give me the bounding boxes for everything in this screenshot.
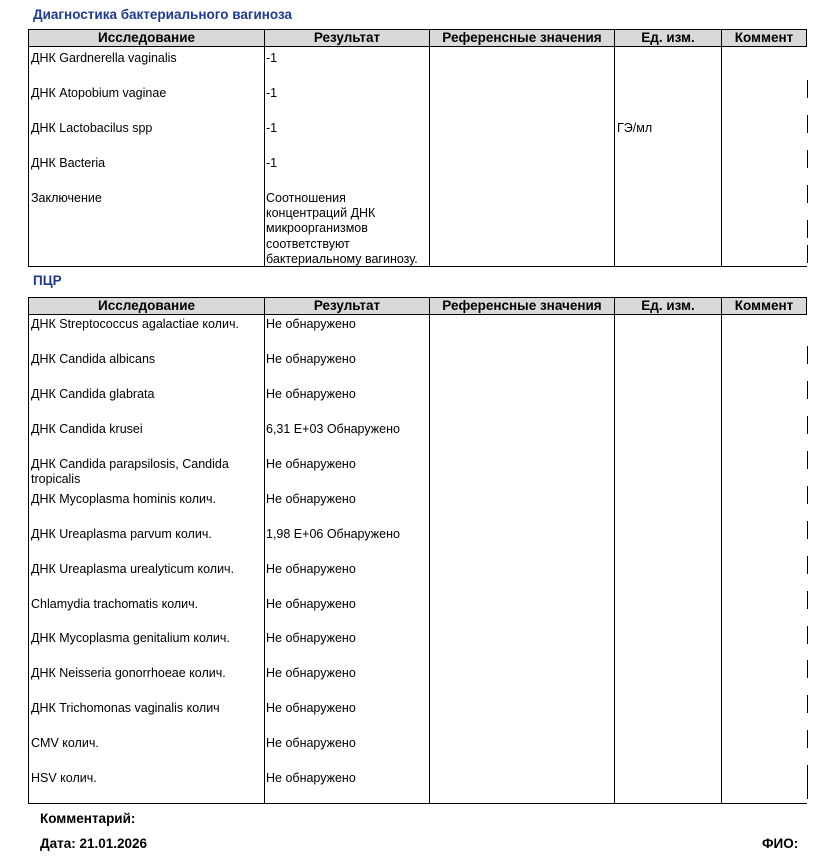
bv-table-body [28,47,807,267]
test-result: Соотношения концентраций ДНК микроорганизмов соответствуют бактериальному вагинозу. [266,191,418,266]
test-result: Не обнаружено [266,387,356,401]
test-result: Не обнаружено [266,666,356,680]
test-name: ДНК Ureaplasma urealyticum колич. [31,562,235,576]
test-unit: ГЭ/мл [617,121,653,135]
test-result: Не обнаружено [266,317,356,331]
test-name: ДНК Trichomonas vaginalis колич [31,701,220,715]
test-name: ДНК Streptococcus agalactiae колич. [31,317,239,331]
test-name: ДНК Mycoplasma genitalium колич. [31,631,230,645]
test-name: ДНК Candida parapsilosis, Candida tropicalis [31,457,229,486]
test-result: -1 [266,156,278,170]
col-header-comment: Коммент [734,30,794,45]
test-result: Не обнаружено [266,492,356,506]
test-result: Не обнаружено [266,352,356,366]
pcr-table-header [28,297,807,315]
pcr-table-body [28,315,807,804]
section-title-pcr: ПЦР [33,273,62,288]
pcr-table [28,297,807,804]
test-result: Не обнаружено [266,736,356,750]
test-name: ДНК Neisseria gonorrhoeae колич. [31,666,226,680]
test-result: Не обнаружено [266,562,356,576]
test-name: ДНК Bacteria [31,156,106,170]
test-result: -1 [266,51,278,65]
test-name: ДНК Mycoplasma hominis колич. [31,492,216,506]
col-header-unit: Ед. изм. [615,298,722,314]
test-name: ДНК Candida krusei [31,422,143,436]
col-header-test: Исследование [29,30,265,46]
test-result: 1,98 E+06 Обнаружено [266,527,400,541]
date-label: Дата: 21.01.2026 [40,836,148,851]
bv-table [28,29,807,267]
test-result: 6,31 E+03 Обнаружено [266,422,400,436]
test-name: Заключение [31,191,102,205]
test-name: ДНК Ureaplasma parvum колич. [31,527,212,541]
col-header-reference: Референсные значения [430,298,615,314]
test-name: ДНК Candida albicans [31,352,156,366]
test-result: Не обнаружено [266,771,356,785]
test-name: ДНК Lactobacilus spp [31,121,153,135]
fio-label: ФИО: [762,836,799,851]
test-name: ДНК Atopobium vaginae [31,86,167,100]
test-result: Не обнаружено [266,597,356,611]
test-result: Не обнаружено [266,701,356,715]
section-title-bv: Диагностика бактериального вагиноза [33,7,293,22]
bv-table-header [28,29,807,47]
test-name: CMV колич. [31,736,99,750]
test-result: -1 [266,121,278,135]
test-name: ДНК Candida glabrata [31,387,155,401]
test-result: -1 [266,86,278,100]
test-name: ДНК Gardnerella vaginalis [31,51,177,65]
test-result: Не обнаружено [266,457,356,471]
test-name: Chlamydia trachomatis колич. [31,597,199,611]
comment-label: Комментарий: [40,811,136,826]
col-header-comment: Коммент [734,298,794,313]
col-header-result: Результат [265,298,430,314]
col-header-unit: Ед. изм. [615,30,722,46]
test-result: Не обнаружено [266,631,356,645]
col-header-reference: Референсные значения [430,30,615,46]
col-header-result: Результат [265,30,430,46]
col-header-test: Исследование [29,298,265,314]
test-name: HSV колич. [31,771,97,785]
